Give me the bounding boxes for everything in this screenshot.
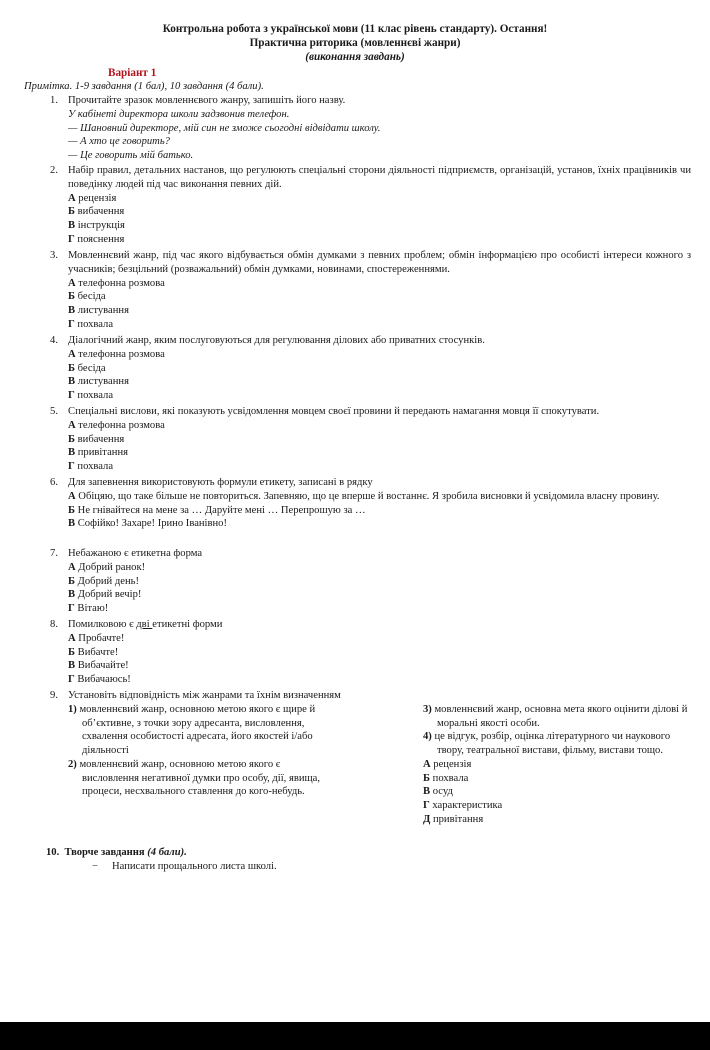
question-text: Установіть відповідність між жанрами та їхнім визначенням — [68, 690, 341, 701]
question-text: Небажаною є етикетна форма — [68, 548, 203, 559]
option-text: рецензія — [430, 758, 472, 770]
answer-option — [68, 304, 691, 318]
answer-option — [423, 785, 693, 799]
question-8 — [46, 618, 691, 687]
sample-line: — Шановний директоре, мій син не зможе сьогодні відвідати школу. — [68, 122, 381, 134]
option-letter: Г — [68, 461, 75, 473]
question-7 — [46, 547, 691, 616]
option-text: Не гнівайтеся на мене за … Даруйте мені … Перепрошую за … — [75, 504, 366, 516]
question-number: 5. — [50, 406, 58, 417]
option-letter: В — [68, 376, 76, 388]
question-number: 8. — [50, 619, 58, 630]
option-text: телефонна розмова — [75, 419, 165, 431]
definition-number: 3) — [423, 703, 432, 715]
question-text-end: етикетні форми — [152, 619, 223, 630]
option-letter: В — [68, 660, 76, 672]
answer-option — [68, 192, 691, 206]
definition-text: мовленнєвий жанр, основною метою якого є щире й об’єктивне, з точки зору адресанта, висловлення, схвалення особистості адресата, його якостей і/або діяльності — [76, 703, 316, 757]
answer-option — [68, 646, 691, 660]
question-number: 2. — [50, 165, 58, 176]
option-text: Софійко! Захаре! Ірино Іванівно! — [75, 518, 228, 530]
question-6 — [46, 476, 691, 531]
option-letter: В — [68, 518, 76, 530]
page-title: Контрольна робота з української мови (11 клас рівень стандарту). Остання! — [162, 23, 548, 35]
answer-option — [68, 632, 691, 646]
answer-option — [68, 517, 691, 531]
page-subtitle: Практична риторика (мовленнєві жанри) — [249, 37, 461, 49]
question-number: 7. — [50, 548, 58, 559]
answer-option — [68, 375, 691, 389]
option-letter: В — [68, 220, 76, 232]
creative-task — [92, 860, 277, 874]
question-5 — [46, 405, 691, 474]
option-text: інструкція — [75, 220, 125, 232]
option-letter: Г — [68, 674, 75, 686]
answer-option — [68, 446, 691, 460]
answer-option — [68, 362, 691, 376]
option-text: осуд — [430, 786, 453, 798]
option-text: Добрий ранок! — [75, 561, 146, 573]
option-text: похвала — [74, 318, 114, 330]
question-text-start: Помилковою є — [68, 619, 137, 630]
question-10 — [46, 846, 187, 860]
definition-number: 1) — [68, 703, 77, 715]
option-text: Вітаю! — [74, 603, 109, 615]
option-letter: Б — [68, 504, 76, 516]
definition-number: 4) — [423, 731, 432, 743]
question-text: Спеціальні вислови, які показують усвідомлення мовцем своєї провини й передають намагання мовця її спокутувати. — [68, 406, 600, 417]
question-2 — [46, 164, 691, 247]
option-text: вибачення — [75, 206, 125, 218]
option-letter: А — [68, 490, 76, 502]
option-text: вибачення — [75, 433, 125, 445]
definition-item — [423, 703, 693, 731]
question-number: 9. — [50, 690, 58, 701]
option-text: Добрий вечір! — [75, 589, 142, 601]
matching-columns — [68, 703, 691, 843]
definition-number: 2) — [68, 758, 77, 770]
option-letter: Б — [68, 206, 76, 218]
answer-option — [68, 348, 691, 362]
option-text: похвала — [74, 461, 114, 473]
option-letter: А — [68, 277, 76, 289]
answer-option — [68, 460, 691, 474]
sample-line: У кабінеті директора школи задзвонив телефон. — [68, 108, 290, 120]
option-letter: А — [68, 348, 76, 360]
option-letter: В — [68, 305, 76, 317]
option-letter: В — [423, 786, 431, 798]
answer-option — [68, 433, 691, 447]
answer-option — [68, 673, 691, 687]
option-letter: Б — [68, 646, 76, 658]
question-text: Діалогічний жанр, яким послуговуються для регулювання ділових або приватних стосунків. — [68, 335, 485, 346]
task-text: Написати прощального листа школі. — [112, 861, 277, 872]
option-text: пояснення — [74, 233, 125, 245]
option-letter: Г — [68, 603, 75, 615]
answer-option — [68, 419, 691, 433]
question-number: 4. — [50, 335, 58, 346]
answer-option — [68, 219, 691, 233]
question-1 — [46, 94, 691, 163]
answer-option — [68, 318, 691, 332]
option-text: телефонна розмова — [75, 348, 165, 360]
option-letter: Б — [68, 575, 76, 587]
option-text: Обіцяю, що таке більше не повториться. Запевняю, що це вперше й востаннє. Я зробила висновки й усвідомила власну провину. — [75, 490, 660, 502]
option-text: бесіда — [75, 291, 106, 303]
question-9 — [46, 689, 691, 843]
option-letter: В — [68, 589, 76, 601]
option-letter: Г — [68, 233, 75, 245]
bottom-black-bar — [0, 1022, 710, 1050]
question-text — [68, 618, 691, 632]
answer-option — [423, 813, 693, 827]
definition-text: це відгук, розбір, оцінка літературного чи наукового твору, театральної вистави, фільму, вистави тощо. — [431, 731, 671, 757]
option-text: листування — [75, 376, 129, 388]
answer-option — [68, 205, 691, 219]
question-3 — [46, 249, 691, 332]
option-letter: А — [423, 758, 431, 770]
option-text: телефонна розмова — [75, 277, 165, 289]
question-title: Творче завдання — [64, 847, 145, 858]
points-label: (4 бали). — [147, 847, 187, 858]
question-number: 3. — [50, 250, 58, 261]
question-text: Для запевнення використовують формули етикету, записані в рядку — [68, 477, 373, 488]
option-letter: Б — [68, 291, 76, 303]
definitions-left — [68, 703, 340, 799]
answer-option — [68, 602, 691, 616]
variant-label: Варіант 1 — [108, 67, 157, 79]
question-number: 6. — [50, 477, 58, 488]
option-letter: Б — [68, 433, 76, 445]
answer-option — [68, 233, 691, 247]
answer-option — [423, 758, 693, 772]
answer-option — [68, 588, 691, 602]
option-text: бесіда — [75, 362, 106, 374]
answer-option — [68, 504, 691, 518]
option-letter: Б — [423, 772, 431, 784]
question-text: Мовленнєвий жанр, під час якого відбувається обмін думками з певних проблем; обмін інформацією про особисті інтереси кожного з учасників; безцільний (розважальний) обмін думками, новинами, спостереженнями. — [68, 250, 691, 275]
option-text: Вибачте! — [75, 646, 119, 658]
option-text: Добрий день! — [75, 575, 139, 587]
sample-line: — Це говорить мій батько. — [68, 150, 194, 162]
option-letter: Д — [423, 813, 431, 825]
answer-option — [423, 772, 693, 786]
option-text: привітання — [430, 813, 484, 825]
option-letter: А — [68, 632, 76, 644]
answer-option — [423, 799, 693, 813]
definition-item — [68, 758, 340, 799]
bullet-dash: − — [92, 861, 98, 872]
definition-text: мовленнєвий жанр, основною метою якого є висловлення негативної думки про особу, дії, явища, процеси, несхвального ставлення до кого-небудь. — [76, 758, 321, 798]
option-letter: В — [68, 447, 76, 459]
answer-option — [68, 290, 691, 304]
definition-item — [423, 730, 693, 758]
option-text: характеристика — [429, 800, 503, 812]
option-letter: Г — [68, 390, 75, 402]
answer-option — [68, 389, 691, 403]
underlined-word: дві — [136, 619, 153, 630]
sample-line: — А хто це говорить? — [68, 136, 170, 148]
option-text: рецензія — [75, 192, 117, 204]
option-letter: А — [68, 192, 76, 204]
question-4 — [46, 334, 691, 403]
option-text: похвала — [74, 390, 114, 402]
question-text: Набір правил, детальних настанов, що регулюють спеціальні сторони діяльності підприємств, організацій, установ, їхніх працівників чи поведінку людей під час виконання певних дій. — [68, 165, 691, 190]
option-letter: А — [68, 561, 76, 573]
option-letter: Б — [68, 362, 76, 374]
question-text: Прочитайте зразок мовленнєвого жанру, запишіть його назву. — [68, 95, 346, 106]
definition-item — [68, 703, 340, 758]
option-letter: Г — [68, 318, 75, 330]
option-letter: Г — [423, 800, 430, 812]
answer-option — [68, 659, 691, 673]
option-text: листування — [75, 305, 129, 317]
definitions-right — [423, 703, 693, 827]
option-text: Вибачаюсь! — [74, 674, 131, 686]
answer-option — [68, 490, 691, 504]
option-text: похвала — [430, 772, 469, 784]
page-subtitle-2: (виконання завдань) — [305, 51, 405, 63]
answer-option — [68, 561, 691, 575]
option-text: привітання — [75, 447, 128, 459]
answer-option — [68, 277, 691, 291]
option-text: Пробачте! — [75, 632, 125, 644]
definition-text: мовленнєвий жанр, основна мета якого оцінити ділові й моральні якості особи. — [431, 703, 688, 729]
question-number: 10. — [46, 847, 60, 858]
answer-option — [68, 575, 691, 589]
question-number: 1. — [50, 95, 58, 106]
option-letter: А — [68, 419, 76, 431]
option-text: Вибачайте! — [75, 660, 129, 672]
scoring-note: Примітка. 1-9 завдання (1 бал), 10 завдання (4 бали). — [24, 81, 264, 92]
